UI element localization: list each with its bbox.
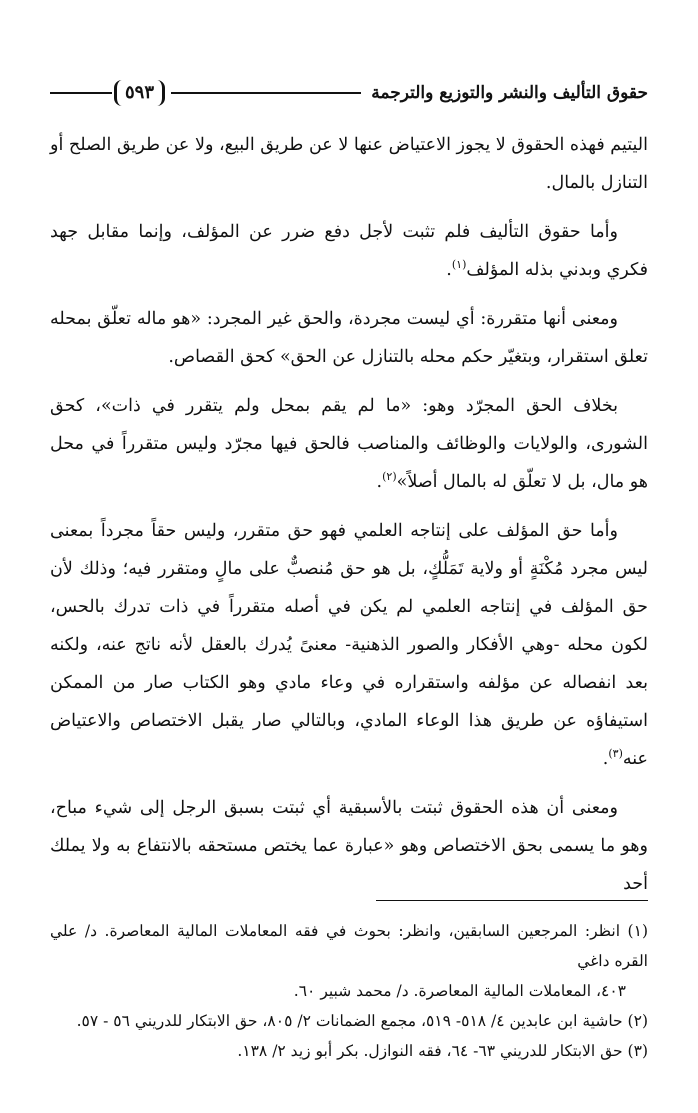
running-header (50, 76, 648, 110)
paragraph-1: اليتيم فهذه الحقوق لا يجوز الاعتياض عنها لا عن طريق البيع، ولا عن طريق الصلح أو التنازل بالمال. (50, 135, 648, 193)
paragraph-2-end: . (446, 260, 452, 280)
paragraph-6: ومعنى أن هذه الحقوق ثبتت بالأسبقية أي ثبتت بسبق الرجل إلى شيء مباح، وهو ما يسمى بحق الاختصاص وهو «عبارة عما يختص مستحقه بالانتفاع به ولا يملك أحد (50, 798, 648, 894)
paragraph-5 (50, 512, 648, 778)
paragraph-2 (50, 213, 648, 289)
footnote-3: (٣) حق الابتكار للدريني ٦٣- ٦٤، فقه النوازل. بكر أبو زيد ٢/ ١٣٨. (237, 1042, 648, 1060)
header-title: حقوق التأليف والنشر والتوزيع والترجمة (371, 83, 648, 103)
paragraph-2-text: وأما حقوق التأليف فلم تثبت لأجل دفع ضرر عن المؤلف، وإنما مقابل جهد فكري وبدني بذله المؤلف (50, 222, 648, 280)
paragraph-4 (50, 387, 648, 501)
header-rule-end (50, 92, 112, 94)
footnote-ref-3[interactable]: (٣) (608, 747, 623, 761)
paragraph-4-end: . (376, 472, 383, 492)
footnote-1-continued: ٤٠٣، المعاملات المالية المعاصرة. د/ محمد شبير ٦٠. (293, 982, 626, 1000)
footnote-ref-1[interactable]: (١) (451, 258, 467, 272)
paragraph-5-text: وأما حق المؤلف على إنتاجه العلمي فهو حق متقرر، وليس حقاً مجرداً بمعنى ليس مجرد مُكْنَةٍ أو ولاية تَمَلُّكٍ، بل هو حق مُنصبٌّ على مالٍ ومتقرر فيه؛ وذلك لأن حق المؤلف في إنتاجه العلمي لم يكن في أصله متقرراً في ذات تدرك بالحس، لكون محله -وهي الأفكار والصور الذهنية- معنىً يُدرك بالعقل لأنه ناتج عنه، ولكنه بعد انفصاله عن مؤلفه واستقراره في وعاء مادي وهو الكتاب صار من الممكن استيفاؤه عن طريق هذا الوعاء المادي، وبالتالي صار يقبل الاختصاص والاعتياض عنه (50, 521, 649, 769)
footnote-2: (٢) حاشية ابن عابدين ٤/ ٥١٨- ٥١٩، مجمع الضمانات ٢/ ٨٠٥، حق الابتكار للدريني ٥٦ - ٥٧. (76, 1012, 648, 1030)
footnote-1: (١) انظر: المرجعين السابقين، وانظر: بحوث في فقه المعاملات المالية المعاصرة. د/ علي القره داغي (50, 922, 648, 970)
footnotes (50, 916, 648, 1066)
footnote-separator (376, 900, 648, 901)
paragraph-3: ومعنى أنها متقررة: أي ليست مجردة، والحق غير المجرد: «هو ماله تعلّق بمحله تعلق استقرار، وبتغيّر حكم محله بالتنازل عن الحق» كحق القصاص. (50, 309, 648, 367)
page-number: ٥٩٣ (114, 80, 165, 106)
paragraph-4-text: بخلاف الحق المجرّد وهو: «ما لم يقم بمحل ولم يتقرر في ذات»، كحق الشورى، والولايات والوظائف والمناصب فالحق فيها مجرّد وليس متقرراً في محل هو مال، بل لا تعلّق له بالمال أصلاً» (50, 396, 648, 492)
header-rule (171, 92, 361, 94)
paragraph-5-end: . (602, 749, 609, 769)
main-text (50, 126, 648, 914)
footnote-ref-2[interactable]: (٢) (382, 470, 397, 484)
